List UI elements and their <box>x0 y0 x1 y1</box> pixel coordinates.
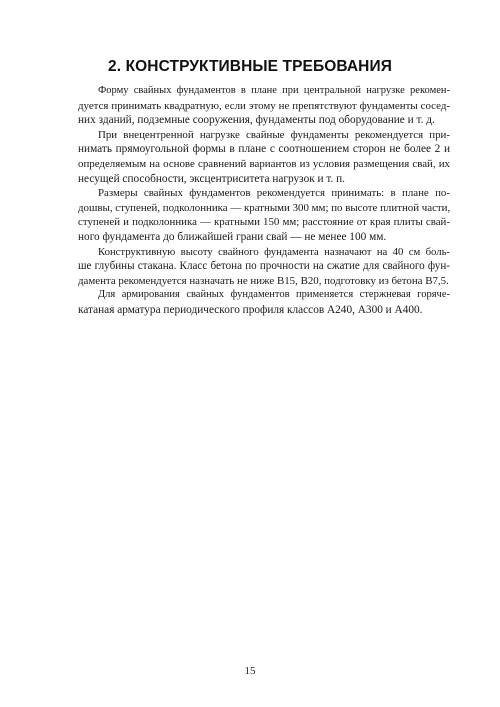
paragraph <box>58 128 450 186</box>
body-text <box>58 84 450 318</box>
text-line: Для армирования свайных фундаментов применяется стержневая горяче- <box>98 289 450 301</box>
text-line: дамента рекомендуется назначать не ниже В15, В20, подготовку из бетона В7,5. <box>78 274 449 287</box>
section-title: 2. КОНСТРУКТИВНЫЕ ТРЕБОВАНИЯ <box>108 58 392 75</box>
text-line: ступеней и подколонника — кратными 150 мм; расстояние от края плиты свай- <box>78 216 450 229</box>
text-line: несущей способности, эксцентриситета нагрузок и т. п. <box>78 172 345 185</box>
text-line: определяемым на основе сравнений вариантов из условия размещения свай, их <box>78 157 450 170</box>
page-number: 15 <box>244 665 256 677</box>
text-line: Конструктивную высоту свайного фундамента назначают на 40 см боль- <box>98 245 450 258</box>
text-line: Форму свайных фундаментов в плане при центральной нагрузке рекомен- <box>98 85 450 96</box>
text-line: При внецентренной нагрузке свайные фундаменты рекомендуется при- <box>98 128 450 141</box>
paragraph <box>58 84 450 128</box>
text-line: дуется принимать квадратную, если этому не препятствуют фундаменты сосед- <box>78 99 450 112</box>
text-line: Размеры свайных фундаментов рекомендуется принимать: в плане по- <box>98 187 450 200</box>
paragraph <box>58 288 450 317</box>
paragraph <box>58 186 450 244</box>
text-line: дошвы, ступеней, подколонника — кратными 300 мм; по высоте плитной части, <box>78 201 451 214</box>
text-line: катаная арматура периодического профиля классов А240, А300 и А400. <box>78 303 423 316</box>
text-line: ше глубины стакана. Класс бетона по прочности на сжатие для свайного фун- <box>78 260 450 273</box>
paragraph <box>58 245 450 289</box>
text-line: нимать прямоугольной формы в плане с соотношением сторон не более 2 и <box>78 143 450 156</box>
text-line: ного фундамента до ближайшей грани свай — не менее 100 мм. <box>78 230 387 243</box>
text-line: них зданий, подземные сооружения, фундаменты под оборудование и т. д. <box>78 114 435 127</box>
